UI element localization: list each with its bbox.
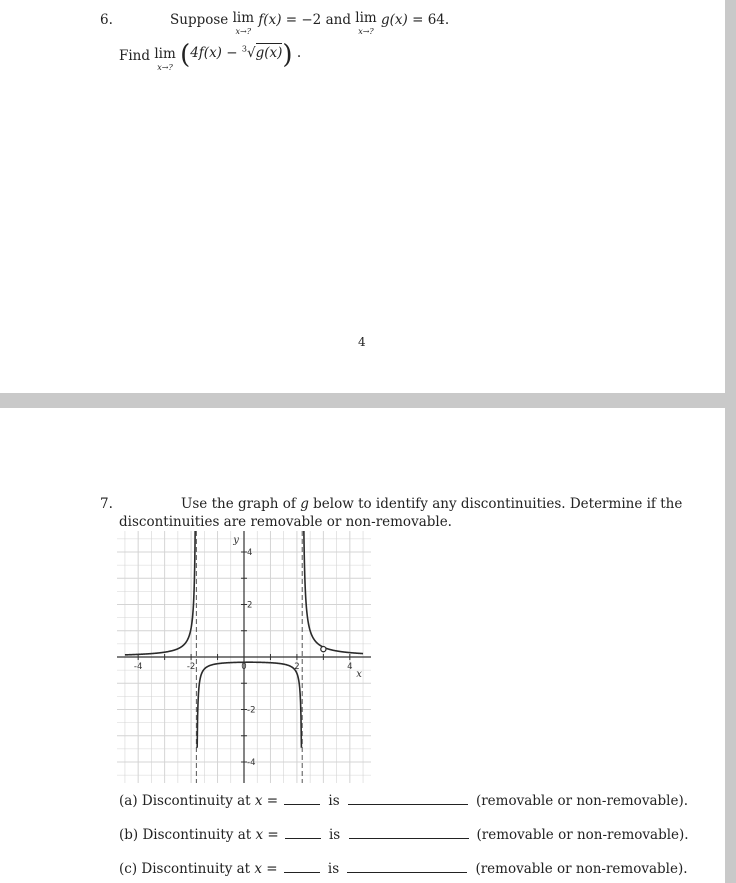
page-number: 4 [358,335,366,349]
x-tick-label: 2 [294,662,300,672]
y-tick-label: 2 [247,600,253,611]
x-value-blank[interactable] [284,804,320,805]
lim-subscript: x→? [157,62,173,72]
g-value: = 64. [412,12,450,28]
type-blank[interactable] [348,804,468,805]
function-g-symbol: g [300,496,309,512]
page-problem-6 [0,0,725,393]
is-word: is [323,861,344,877]
is-word: is [324,827,345,843]
x-tick-label: -4 [133,662,143,672]
problem-6-find [119,40,302,72]
problem-7-text-start: Use the graph of [181,496,296,512]
curve-branch-left [125,531,196,655]
radical-sign-icon: √ [246,44,256,61]
find-word: Find [119,48,151,64]
f-expression: f(x) [258,12,282,28]
part-suffix: (removable or non-removable). [476,827,689,843]
part-suffix: (removable or non-removable). [475,861,688,877]
open-paren: ( [180,40,191,70]
graph-svg [117,531,371,783]
x-value-blank[interactable] [285,838,321,839]
x-tick-label: -2 [186,662,196,672]
type-blank[interactable] [349,838,469,839]
open-point [321,647,326,652]
part-label: (c) Discontinuity at [119,861,255,877]
x-equals: x = [254,861,278,877]
page-problem-7 [0,408,725,883]
x-equals: x = [255,827,279,843]
and-word: and [325,12,351,28]
expression-left: 4f(x) − [190,44,242,61]
lim-word: lim [355,10,377,26]
x-tick-label: 0 [241,662,247,672]
problem-6-number: 6. [100,12,113,28]
y-tick-label: -2 [247,705,256,716]
limit-g [355,12,376,36]
x-equals: x = [254,793,279,809]
problem-7-text-line1 [181,496,682,512]
answer-part-a [119,793,688,809]
part-suffix: (removable or non-removable). [475,793,688,809]
expression-period: . [296,44,302,61]
answer-part-c [119,861,688,877]
type-blank[interactable] [347,872,467,873]
part-label: (a) Discontinuity at [119,793,255,809]
limit-f [233,12,254,36]
limit-find [154,48,175,72]
is-word: is [324,793,344,809]
y-tick-label: 4 [247,548,253,558]
axes [117,531,371,783]
curve-branch-right [303,531,363,654]
radicand: g(x) [255,44,283,61]
x-axis-label: x [356,669,362,680]
graph-g [117,531,371,783]
g-expression: g(x) [381,12,408,28]
problem-7-text-line2: discontinuities are removable or non-removable. [119,514,452,530]
lim-subscript: x→? [235,26,252,36]
problem-7-number: 7. [100,496,113,512]
answer-part-b [119,827,689,843]
f-value: = −2 [285,12,322,28]
problem-7-text-end: below to identify any discontinuities. Determine if the [313,496,683,512]
x-tick-label: 4 [347,662,353,672]
cube-root-index: 3 [241,44,247,53]
x-value-blank[interactable] [284,872,320,873]
lim-word: lim [232,10,255,26]
lim-subscript: x→? [358,26,374,36]
lim-word: lim [154,46,176,62]
close-paren: ) [282,40,293,70]
suppose-word: Suppose [170,12,229,28]
part-label: (b) Discontinuity at [119,827,256,843]
y-tick-label: -4 [247,758,256,768]
y-axis-label: y [233,534,239,546]
problem-6-statement [170,12,449,36]
cube-root [242,45,283,61]
